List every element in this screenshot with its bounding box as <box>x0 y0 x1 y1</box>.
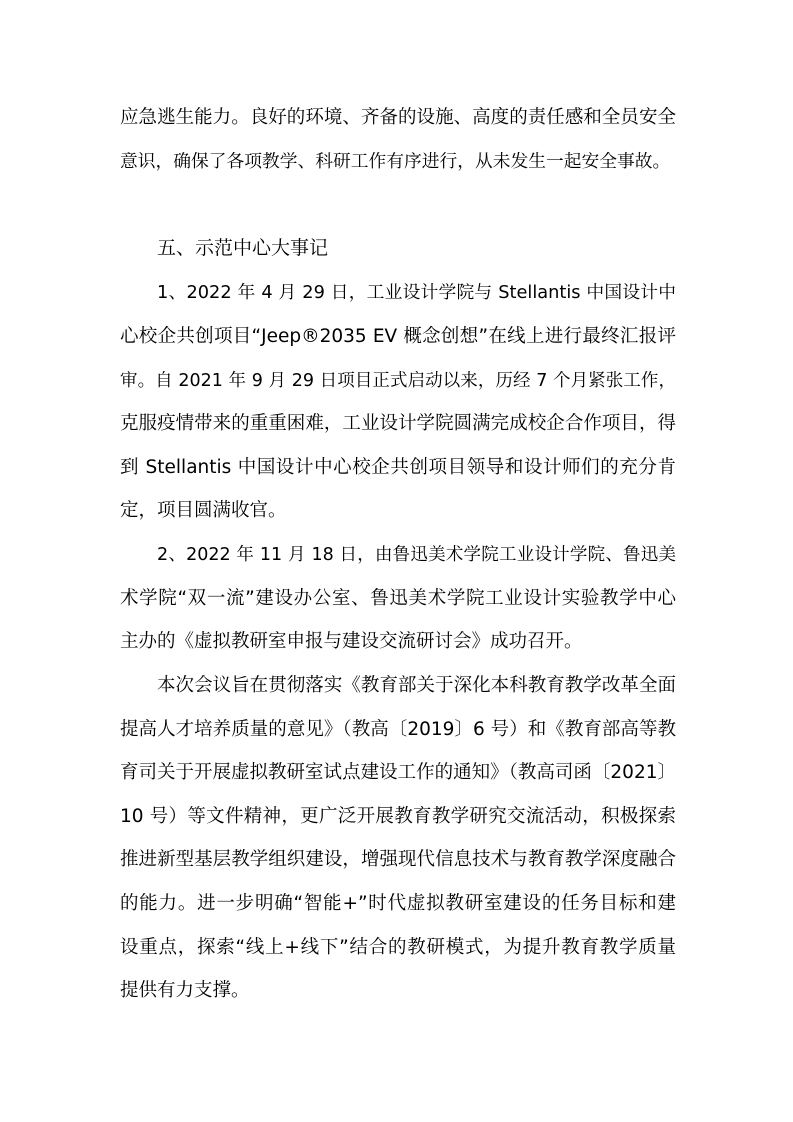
paragraph-2-line-6: 定，项目圆满收官。 <box>120 500 287 521</box>
paragraph-3-line-2: 术学院“双一流”建设办公室、鲁迅美术学院工业设计实验教学中心 <box>120 588 676 609</box>
paragraph-2-line-4: 克服疫情带来的重重困难，工业设计学院圆满完成校企合作项目，得 <box>120 413 676 434</box>
paragraph-1-line-1: 应急逃生能力。良好的环境、齐备的设施、高度的责任感和全员安全 <box>120 107 676 128</box>
paragraph-1-line-2: 意识，确保了各项教学、科研工作有序进行，从未发生一起安全事故。 <box>120 152 671 172</box>
section-heading: 五、示范中心大事记 <box>157 237 329 259</box>
paragraph-2-line-1: 1、2022 年 4 月 29 日，工业设计学院与 Stellantis 中国设计中 <box>157 283 676 303</box>
paragraph-4-line-3: 育司关于开展虚拟教研室试点建设工作的通知》（教高司函〔2021〕 <box>120 762 676 783</box>
paragraph-4-line-5: 推进新型基层教学组织建设，增强现代信息技术与教育教学深度融合 <box>120 849 676 870</box>
paragraph-4-line-2: 提高人才培养质量的意见》（教高〔2019〕6 号）和《教育部高等教 <box>120 719 676 740</box>
paragraph-3-line-1: 2、2022 年 11 月 18 日，由鲁迅美术学院工业设计学院、鲁迅美 <box>157 545 676 565</box>
paragraph-2-line-3: 审。自 2021 年 9 月 29 日项目正式启动以来，历经 7 个月紧张工作， <box>120 371 676 391</box>
paragraph-4-line-1: 本次会议旨在贯彻落实《教育部关于深化本科教育教学改革全面 <box>157 675 676 696</box>
paragraph-2-line-5: 到 Stellantis 中国设计中心校企共创项目领导和设计师们的充分肯 <box>120 457 676 478</box>
paragraph-4-line-8: 提供有力支撑。 <box>120 980 250 1001</box>
paragraph-4-line-4: 10 号）等文件精神，更广泛开展教育教学研究交流活动，积极探索 <box>120 806 676 827</box>
paragraph-4-line-7: 设重点，探索“线上+线下”结合的教研模式，为提升教育教学质量 <box>120 937 676 958</box>
paragraph-3-line-3: 主办的《虚拟教研室申报与建设交流研讨会》成功召开。 <box>120 631 583 652</box>
paragraph-4-line-6: 的能力。进一步明确“智能+”时代虚拟教研室建设的任务目标和建 <box>120 893 676 914</box>
paragraph-2-line-2: 心校企共创项目“Jeep®2035 EV 概念创想”在线上进行最终汇报评 <box>120 326 676 347</box>
